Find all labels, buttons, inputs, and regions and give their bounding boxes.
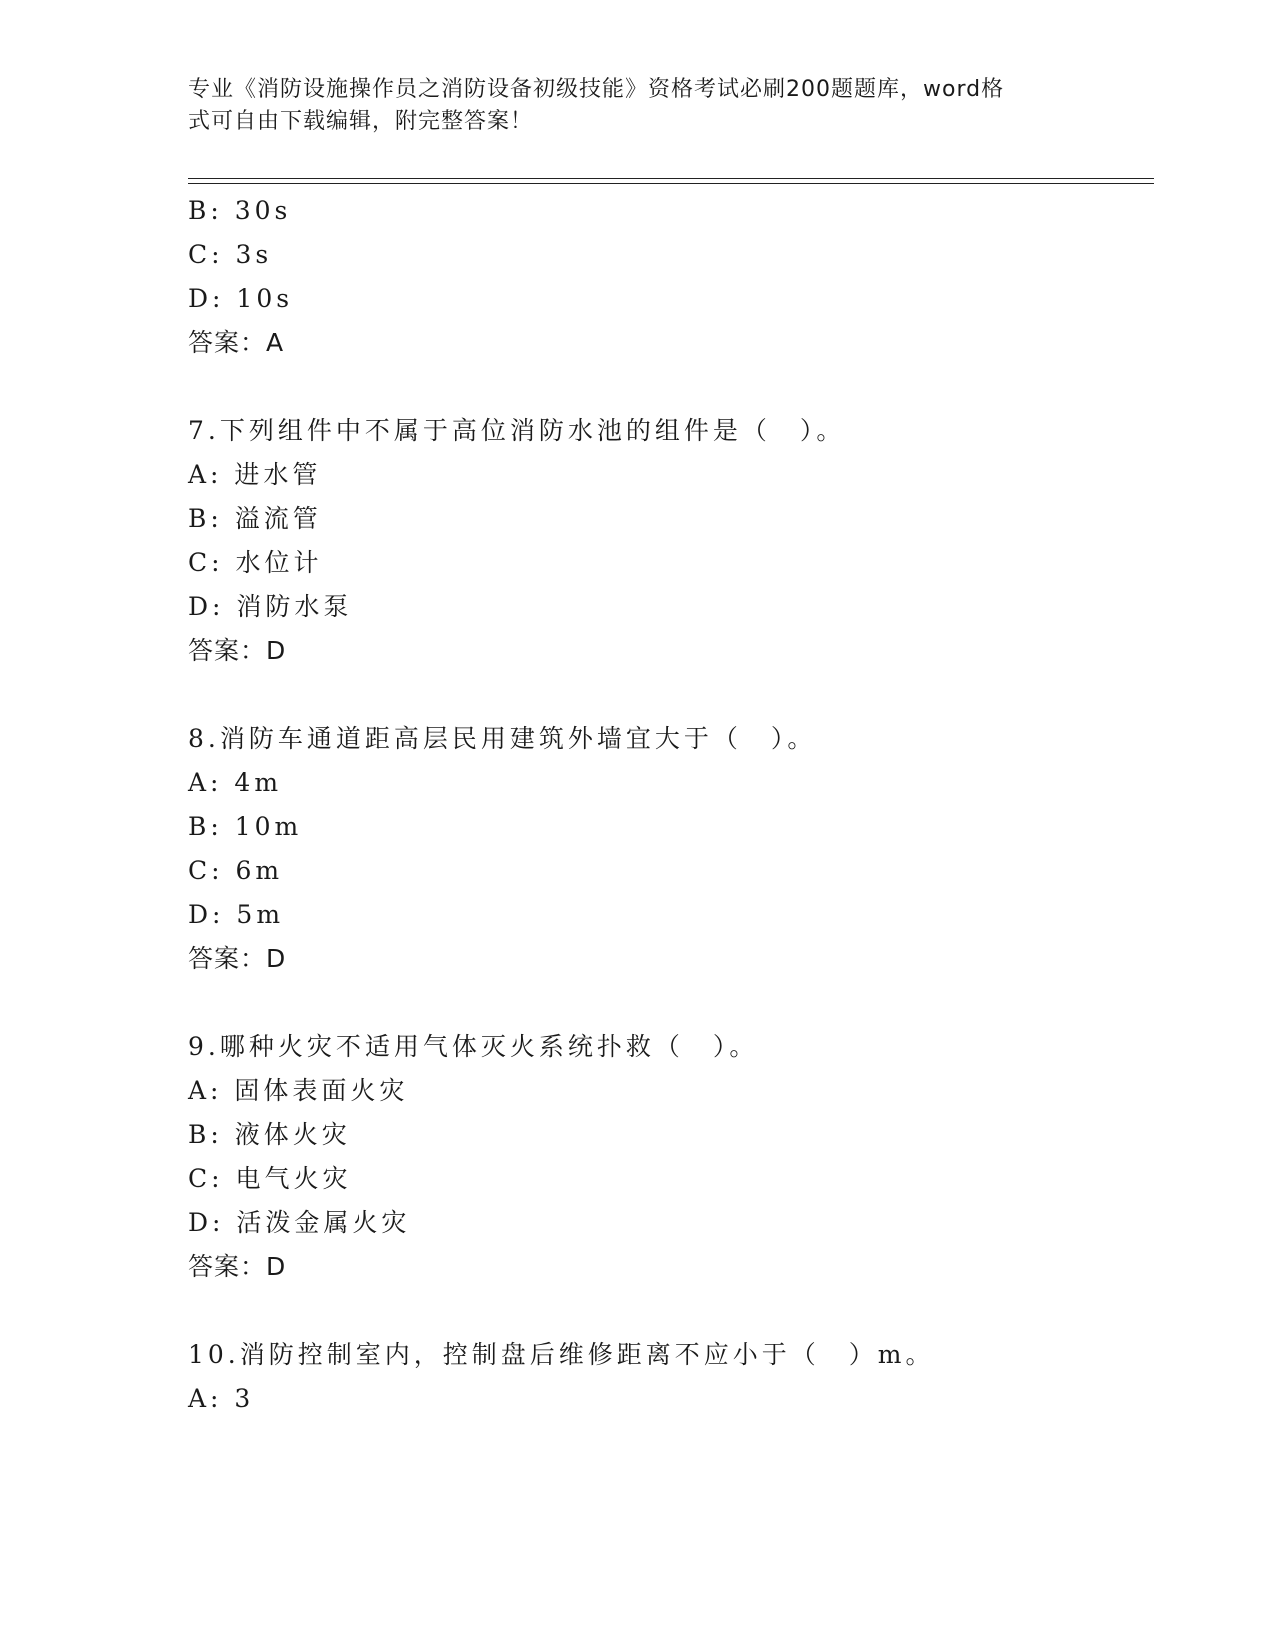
option-b: B: 10m [188, 812, 303, 841]
option-c: C: 3s [188, 240, 273, 269]
answer: 答案：A [188, 328, 285, 357]
option-b: B: 溢流管 [188, 504, 322, 533]
header-line-2: 式可自由下载编辑，附完整答案！ [188, 109, 534, 134]
header-divider-top [188, 178, 1154, 179]
option-a: A: 3 [188, 1384, 255, 1413]
header-divider-bottom [188, 183, 1154, 184]
answer: 答案：D [188, 944, 287, 973]
option-d: D: 消防水泵 [188, 592, 353, 621]
question-stem: 10.消防控制室内，控制盘后维修距离不应小于（ ）m。 [188, 1340, 935, 1369]
option-a: A: 固体表面火灾 [188, 1076, 409, 1105]
option-b: B: 液体火灾 [188, 1120, 351, 1149]
document-header [188, 74, 1068, 138]
answer: 答案：D [188, 1252, 287, 1281]
question-stem: 7.下列组件中不属于高位消防水池的组件是（ ）。 [188, 416, 846, 445]
question-stem: 9.哪种火灾不适用气体灭火系统扑救（ ）。 [188, 1032, 759, 1061]
option-a: A: 进水管 [188, 460, 322, 489]
header-line-1: 专业《消防设施操作员之消防设备初级技能》资格考试必刷200题题库，word格 [188, 77, 1005, 102]
option-b: B: 30s [188, 196, 292, 225]
option-a: A: 4m [188, 768, 283, 797]
option-c: C: 6m [188, 856, 284, 885]
answer: 答案：D [188, 636, 287, 665]
question-stem: 8.消防车通道距高层民用建筑外墙宜大于（ ）。 [188, 724, 817, 753]
option-c: C: 水位计 [188, 548, 323, 577]
option-c: C: 电气火灾 [188, 1164, 352, 1193]
option-d: D: 5m [188, 900, 285, 929]
option-d: D: 10s [188, 284, 294, 313]
option-d: D: 活泼金属火灾 [188, 1208, 411, 1237]
